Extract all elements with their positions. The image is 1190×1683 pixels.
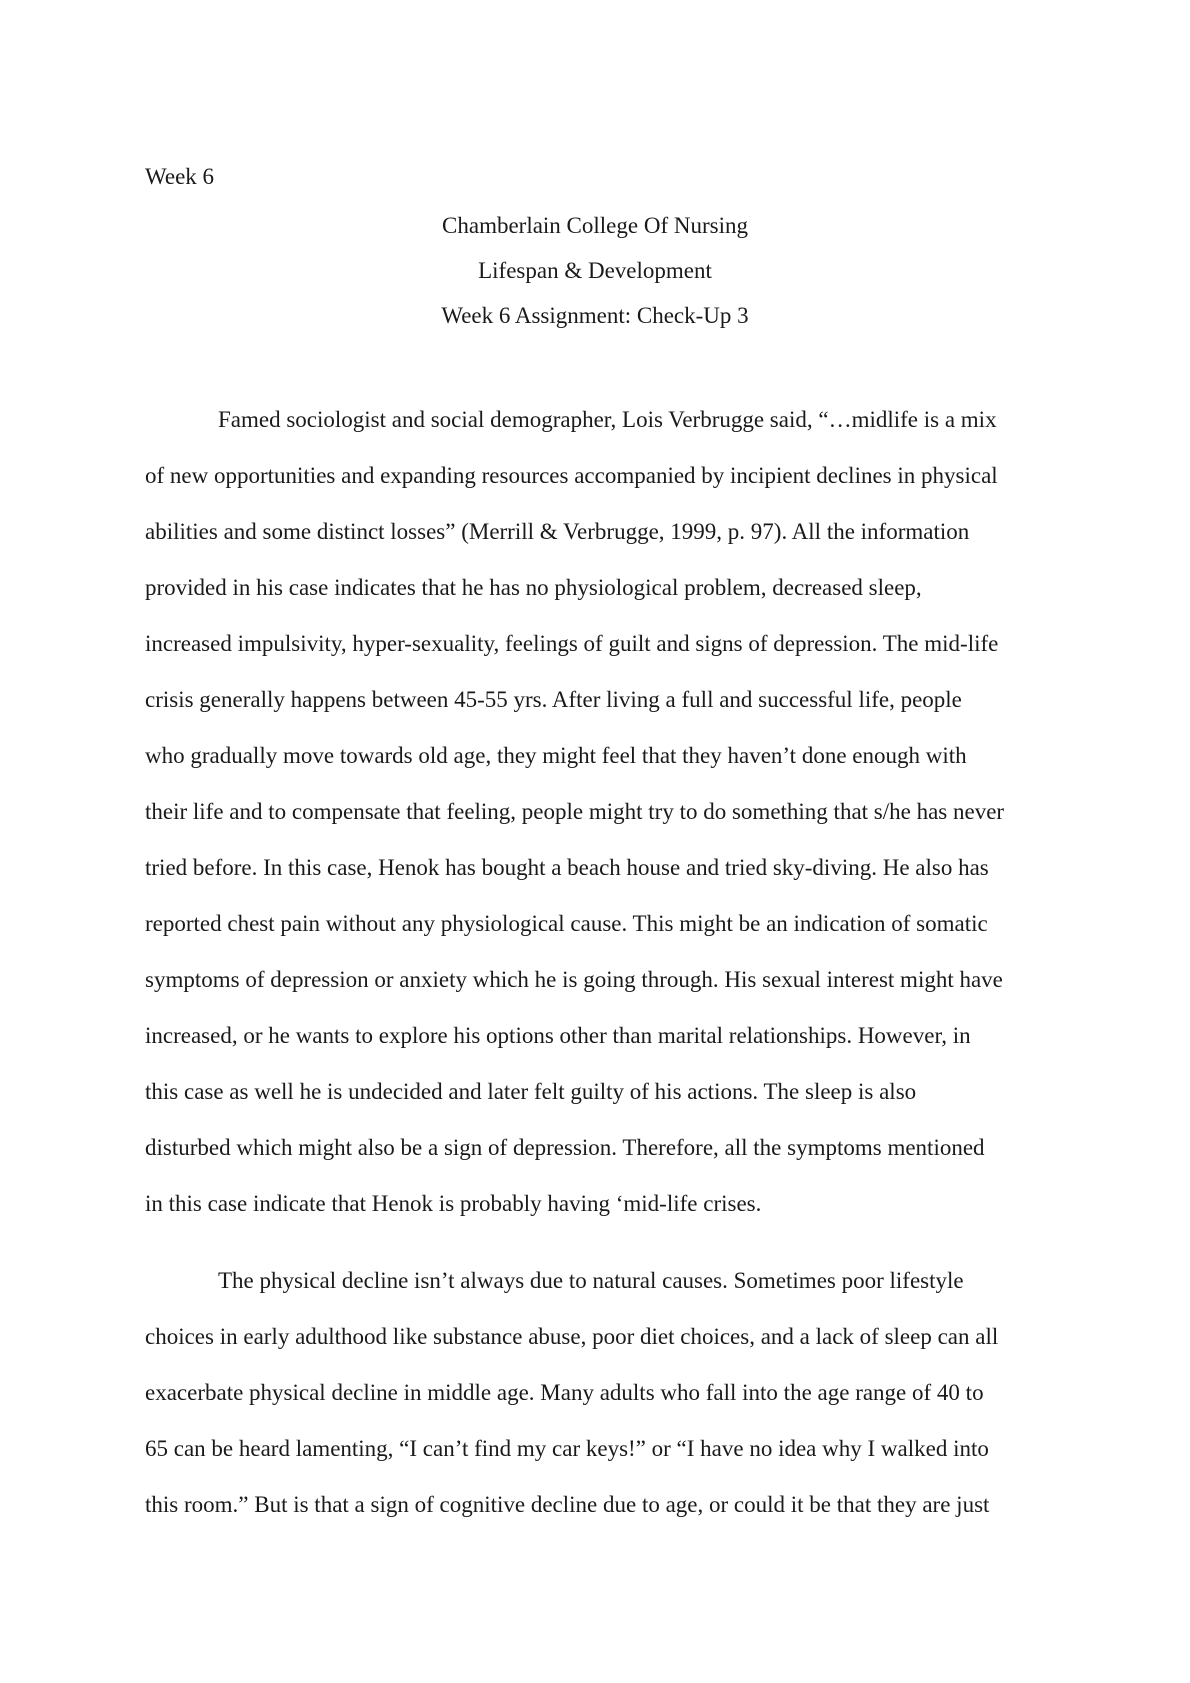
paragraph-2-line: this room.” But is that a sign of cognitive decline due to age, or could it be that they are just	[145, 1492, 990, 1517]
assignment-title: Week 6 Assignment: Check-Up 3	[441, 303, 749, 328]
paragraph-2-line: The physical decline isn’t always due to natural causes. Sometimes poor lifestyle	[218, 1268, 964, 1293]
paragraph-1-line: their life and to compensate that feeling, people might try to do something that s/he has never	[145, 799, 1005, 824]
paragraph-1-line: who gradually move towards old age, they might feel that they haven’t done enough with	[145, 743, 967, 768]
paragraph-2-line: 65 can be heard lamenting, “I can’t find my car keys!” or “I have no idea why I walked into	[145, 1436, 989, 1461]
paragraph-1-line: Famed sociologist and social demographer, Lois Verbrugge said, “…midlife is a mix	[218, 407, 997, 432]
paragraph-1-line: increased, or he wants to explore his options other than marital relationships. However, in	[145, 1023, 971, 1048]
paragraph-1-line: disturbed which might also be a sign of depression. Therefore, all the symptoms mentioned	[145, 1135, 985, 1160]
paragraph-1-line: reported chest pain without any physiological cause. This might be an indication of somatic	[145, 911, 988, 936]
paragraph-1-line: of new opportunities and expanding resources accompanied by incipient declines in physical	[145, 463, 998, 488]
paragraph-1-line: crisis generally happens between 45-55 yrs. After living a full and successful life, people	[145, 687, 962, 712]
paragraph-2-line: exacerbate physical decline in middle age. Many adults who fall into the age range of 40 to	[145, 1380, 984, 1405]
paragraph-1-line: in this case indicate that Henok is probably having ‘mid-life crises.	[145, 1191, 762, 1216]
paragraph-1-line: provided in his case indicates that he has no physiological problem, decreased sleep,	[145, 575, 922, 600]
paragraph-1-line: abilities and some distinct losses” (Merrill & Verbrugge, 1999, p. 97). All the information	[145, 519, 970, 544]
paragraph-1-line: tried before. In this case, Henok has bought a beach house and tried sky-diving. He also has	[145, 855, 989, 880]
paragraph-1-line: symptoms of depression or anxiety which he is going through. His sexual interest might have	[145, 967, 1003, 992]
header-label: Week 6	[145, 164, 215, 189]
paragraph-1-line: increased impulsivity, hyper-sexuality, feelings of guilt and signs of depression. The mid-life	[145, 631, 999, 656]
course-title: Lifespan & Development	[478, 258, 712, 283]
institution-title: Chamberlain College Of Nursing	[442, 213, 748, 238]
paragraph-2-line: choices in early adulthood like substance abuse, poor diet choices, and a lack of sleep can all	[145, 1324, 999, 1349]
paragraph-1-line: this case as well he is undecided and later felt guilty of his actions. The sleep is also	[145, 1079, 917, 1104]
